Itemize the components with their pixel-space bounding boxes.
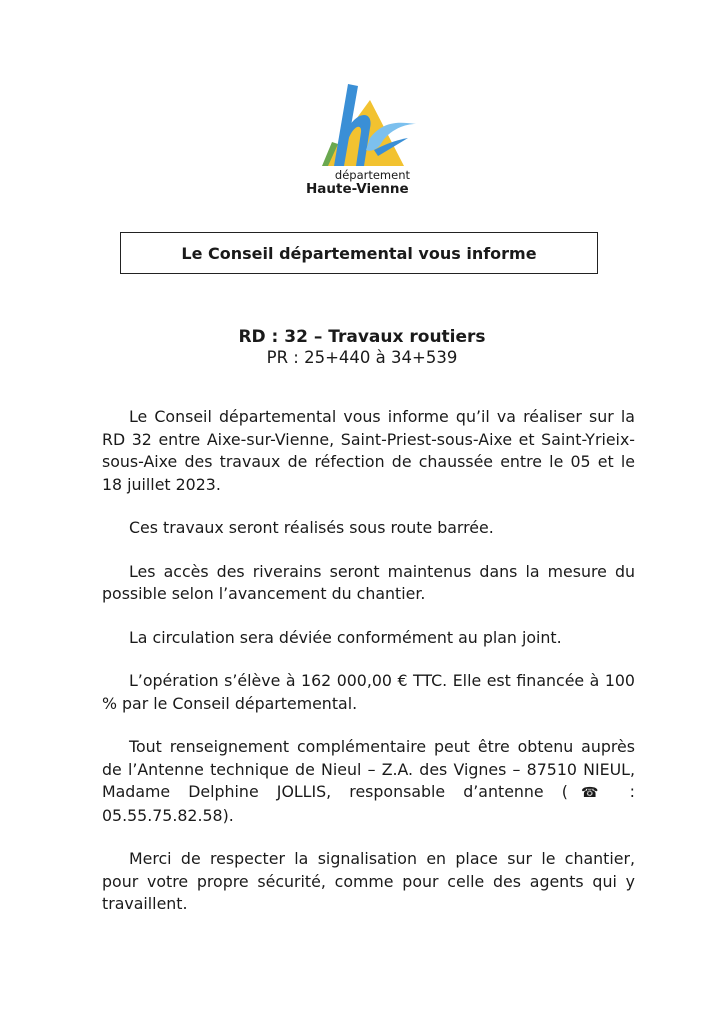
logo-text-haute-vienne: Haute-Vienne xyxy=(306,181,409,197)
logo-text-departement: département xyxy=(334,168,410,182)
logo-mark xyxy=(308,80,418,170)
paragraph-cost: L’opération s’élève à 162 000,00 € TTC. Elle est financée à 100 % par le Conseil départemental. xyxy=(102,671,635,713)
telephone-icon: ☎ xyxy=(567,785,612,801)
banner-text: Le Conseil départemental vous informe xyxy=(181,243,537,263)
road-title: RD : 32 – Travaux routiers xyxy=(238,327,486,347)
paragraph-access: Les accès des riverains seront maintenus dans la mesure du possible selon l’avancement du chantier. xyxy=(102,561,635,603)
notice-body xyxy=(102,406,635,937)
info-banner xyxy=(120,232,598,274)
paragraph-road-closed: Ces travaux seront réalisés sous route barrée. xyxy=(129,518,494,537)
paragraph-closing: Merci de respecter la signalisation en place sur le chantier, pour votre propre sécurité, comme pour celle des agents qui y travaillent. xyxy=(102,849,635,913)
paragraph-intro: Le Conseil départemental vous informe qu’il va réaliser sur la RD 32 entre Aixe-sur-Vienne, Saint-Priest-sous-Aixe et Saint-Yrieix-sous-Aixe des travaux de réfection de chaussée entre le 05 et le 18 juillet 2023. xyxy=(102,407,635,494)
paragraph-contact xyxy=(102,736,635,827)
contact-text: Tout renseignement complémentaire peut être obtenu auprès de l’Antenne technique de Nieul – Z.A. des Vignes – 87510 NIEUL, Madame Delphine JOLLIS, responsable d’antenne ( xyxy=(102,737,635,801)
paragraph-detour: La circulation sera déviée conformément au plan joint. xyxy=(129,627,562,647)
pr-range: PR : 25+440 à 34+539 xyxy=(266,348,458,367)
contact-phone: : 05.55.75.82.58). xyxy=(102,782,635,825)
department-logo xyxy=(300,80,420,202)
